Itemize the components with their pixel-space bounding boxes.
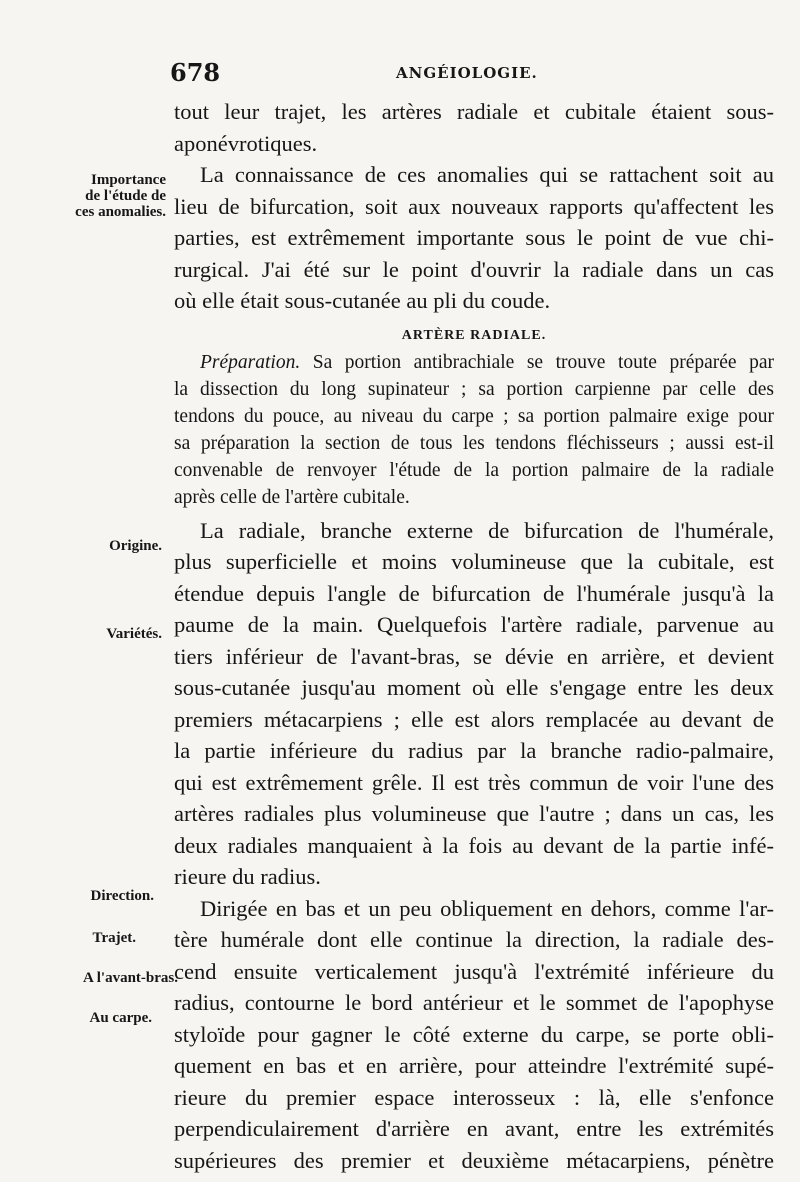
text-line: La connaissance de ces anomalies qui se rattachent soit au [200,162,774,187]
paragraph [174,515,774,893]
text-line: convenable de renvoyer l'étude de la portion palmaire de la radiale [174,459,774,481]
text-line: Dirigée en bas et un peu obliquement en dehors, comme l'ar- [200,895,774,921]
margin-note-origine: Origine. [109,538,162,554]
body-text [174,96,774,1176]
text-line: aponévrotiques. [174,130,318,156]
paragraph-preparation [174,349,774,511]
margin-note-trajet: Trajet. [92,930,136,946]
margin-note-varietes: Variétés. [106,626,162,642]
margin-note-line: ces anomalies. [75,204,166,220]
text-line: lieu de bifurcation, soit aux nouveaux rapports qu'affectent les [174,193,774,219]
text-line: radius, contourne le bord antérieur et le sommet de l'apophyse [174,990,774,1015]
text-line: étendue depuis l'angle de bifurcation de l'humérale jusqu'à la [174,580,774,606]
text-line: artères radiales plus volumineuse que l'autre ; dans un cas, les [174,801,774,826]
text-line: plus superficielle et moins volumineuse que la cubitale, est [174,549,774,574]
page-number: 678 [170,58,221,87]
text-line: parties, est extrêmement importante sous le point de vue chi- [174,225,774,250]
text-line: La radiale, branche externe de bifurcation de l'humérale, [200,517,774,543]
text-line: cend ensuite verticalement jusqu'à l'extrémité inférieure du [174,958,774,984]
text-line: tendons du pouce, au niveau du carpe ; sa portion palmaire exige pour [174,405,774,427]
text-line: premiers métacarpiens ; elle est alors remplacée au devant de [174,706,774,732]
text-line: supérieures des premier et deuxième métacarpiens, pénètre [174,1147,774,1173]
text-line: quement en bas et en arrière, pour atteindre l'extrémité supé- [174,1053,774,1078]
paragraph [174,96,774,159]
text-line [174,349,774,376]
text-line: tiers inférieur de l'avant-bras, se dévie en arrière, et devient [174,643,774,669]
section-title: ARTÈRE RADIALE. [401,327,547,343]
text-line: tère humérale dont elle continue la direction, la radiale des- [174,927,774,952]
text-line: où elle était sous-cutanée au pli du coude. [174,288,551,313]
text-line: styloïde pour gagner le côté externe du carpe, se porte obli- [174,1021,774,1047]
text-line: qui est extrêmement grêle. Il est très commun de voir l'une des [174,769,774,795]
text-line: paume de la main. Quelquefois l'artère radiale, parvenue au [174,612,774,637]
text-line-content: Préparation. Sa portion antibrachiale se trouve toute préparée par [200,351,774,373]
margin-note-importance [60,172,166,220]
text-line: la dissection du long supinateur ; sa portion carpienne par celle des [174,378,774,400]
text-line: après celle de l'artère cubitale. [174,486,410,508]
page-header [170,58,770,88]
margin-note-line: Importance [91,172,166,188]
paragraph [174,893,774,1177]
text-line: rieure du premier espace interosseux : là, elle s'enfonce [174,1084,774,1110]
text-line: tout leur trajet, les artères radiale et cubitale étaient sous- [174,99,774,124]
margin-note-line: de l'étude de [85,188,166,204]
text-line: rieure du radius. [174,864,321,889]
text-line: la partie inférieure du radius par la branche radio-palmaire, [174,738,774,763]
text-line: rurgical. J'ai été sur le point d'ouvrir la radiale dans un cas [174,256,774,282]
text-line: sa préparation la section de tous les tendons fléchisseurs ; aussi est-il [174,432,774,454]
margin-note-avant-bras: A l'avant-bras. [82,970,178,986]
text-line: deux radiales manquaient à la fois au devant de la partie infé- [174,832,774,858]
margin-note-carpe: Au carpe. [89,1010,152,1026]
text-line: sous-cutanée jusqu'au moment où elle s'engage entre les deux [174,675,774,700]
paragraph [174,159,774,317]
margin-note-direction: Direction. [90,888,154,904]
running-head: ANGÉIOLOGIE. [396,64,538,82]
text-line: perpendiculairement d'arrière en avant, entre les extrémités [174,1116,774,1141]
